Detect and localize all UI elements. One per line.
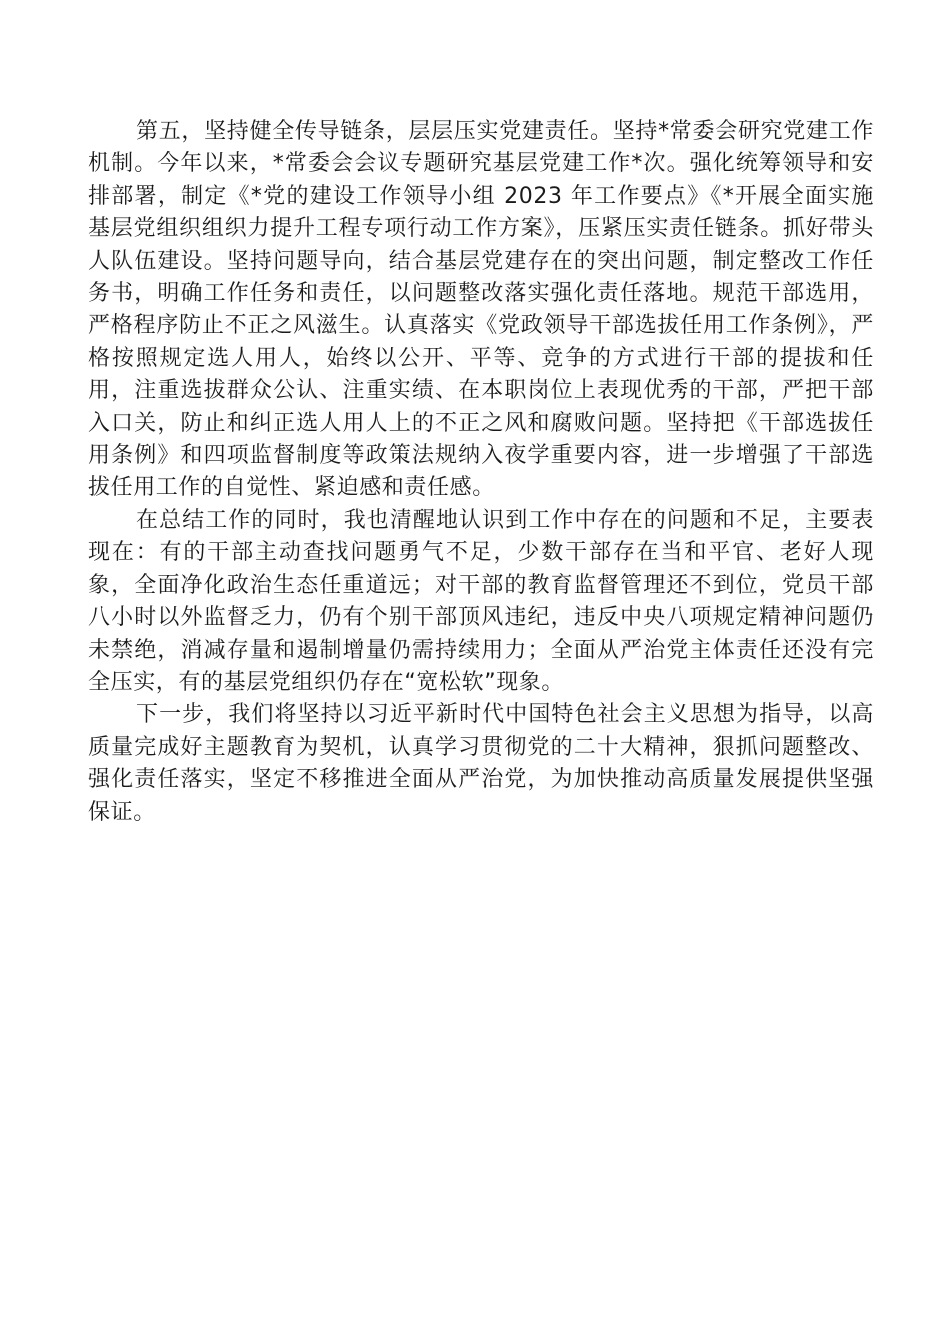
paragraph-problems-and-shortcomings: 在总结工作的同时，我也清醒地认识到工作中存在的问题和不足，主要表现在：有的干部主动查找问题勇气不足，少数干部存在当和平官、老好人现象，全面净化政治生态任重道远；对干部的教育监督管理还不到位，党员干部八小时以外监督乏力，仍有个别干部顶风违纪，违反中央八项规定精神问题仍未禁绝，消减存量和遏制增量仍需持续用力；全面从严治党主体责任还没有完全压实，有的基层党组织仍存在“宽松软”现象。 (88, 507, 874, 695)
paragraph-party-building-responsibility: 第五，坚持健全传导链条，层层压实党建责任。坚持*常委会研究党建工作机制。今年以来，*常委会会议专题研究基层党建工作*次。强化统筹领导和安排部署，制定《*党的建设工作领导小组 2023 年工作要点》《*开展全面实施基层党组织组织力提升工程专项行动工作方案》，压紧压实责任链条。抓好带头人队伍建设。坚持问题导向，结合基层党建存在的突出问题，制定整改工作任务书，明确工作任务和责任，以问题整改落实强化责任落地。规范干部选用，严格程序防止不正之风滋生。认真落实《党政领导干部选拔任用工作条例》，严格按照规定选人用人，始终以公开、平等、竞争的方式进行干部的提拔和任用，注重选拔群众公认、注重实绩、在本职岗位上表现优秀的干部，严把干部入口关，防止和纠正选人用人上的不正之风和腐败问题。坚持把《干部选拔任用条例》和四项监督制度等政策法规纳入夜学重要内容，进一步增强了干部选拔任用工作的自觉性、紧迫感和责任感。 (88, 119, 874, 501)
paragraph-next-steps: 下一步，我们将坚持以习近平新时代中国特色社会主义思想为指导，以高质量完成好主题教育为契机，认真学习贯彻党的二十大精神，狠抓问题整改、强化责任落实，坚定不移推进全面从严治党，为加快推动高质量发展提供坚强保证。 (88, 702, 874, 825)
document-body (88, 116, 874, 829)
